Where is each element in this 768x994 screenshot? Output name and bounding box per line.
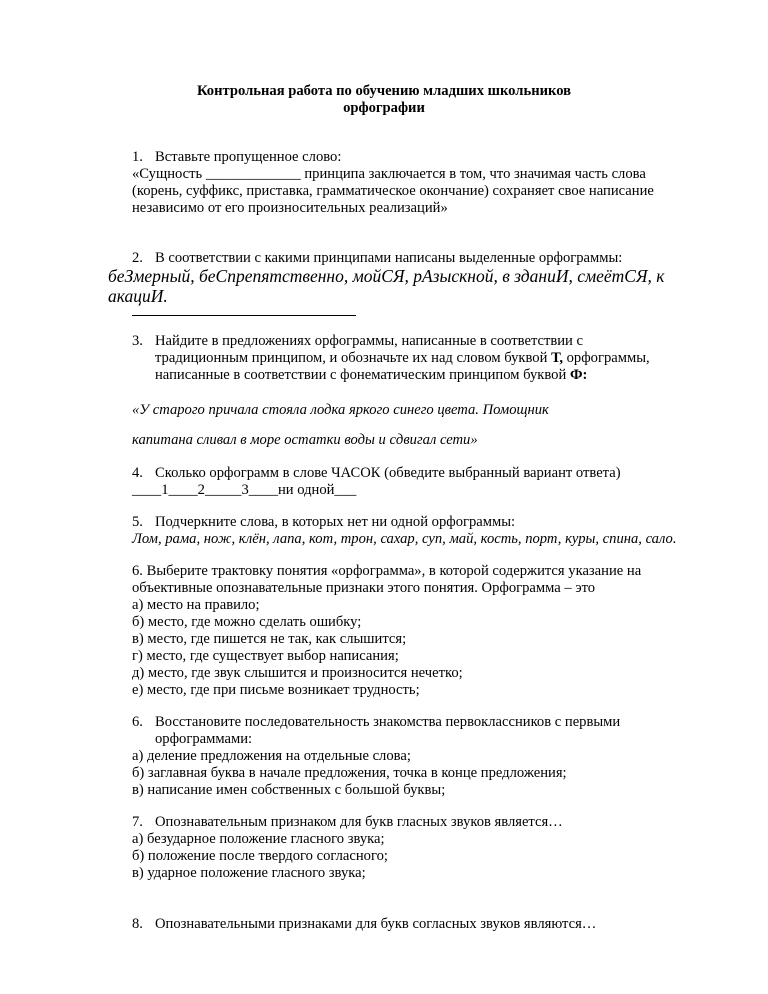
q6b-option: а) деление предложения на отдельные слова; (132, 748, 411, 764)
q6a-option: г) место, где существует выбор написания; (132, 648, 399, 664)
q3-prompt-line-1: Найдите в предложениях орфограммы, написанные в соответствии с (155, 333, 583, 349)
q8-number: 8. (132, 916, 143, 932)
q3-prompt-line-2: традиционным принципом, и обозначьте их над словом буквой Т, орфограммы, (155, 350, 650, 366)
q7-option: в) ударное положение гласного звука; (132, 865, 366, 881)
q4-prompt: Сколько орфограмм в слове ЧАСОК (обведите выбранный вариант ответа) (155, 465, 621, 481)
q7-option: б) положение после твердого согласного; (132, 848, 388, 864)
q7-number: 7. (132, 814, 143, 830)
q2-answer-line (132, 315, 356, 316)
q1-text-line-2: «Сущность _____________ принципа заключается в том, что значимая часть слова (132, 166, 646, 182)
q6a-prompt-line-1: 6. Выберите трактовку понятия «орфограмма», в которой содержится указание на (132, 563, 642, 579)
q5-word-list: Лом, рама, нож, клён, лапа, кот, трон, сахар, суп, май, кость, порт, куры, спина, сало. (132, 531, 677, 547)
q6b-number: 6. (132, 714, 143, 730)
q3-prompt-line-3: написанные в соответствии с фонематическим принципом буквой Ф: (155, 367, 588, 383)
q6a-option: в) место, где пишется не так, как слышится; (132, 631, 407, 647)
q1-text-line-4: независимо от его произносительных реализаций» (132, 200, 448, 216)
q6b-option: в) написание имен собственных с большой буквы; (132, 782, 446, 798)
q1-prompt: Вставьте пропущенное слово: (155, 149, 342, 165)
q3-sentence-line-2: капитана сливал в море остатки воды и сдвигал сети» (132, 432, 478, 448)
q2-words-line-2: акациИ. (108, 286, 168, 306)
q6b-prompt-line-2: орфограммами: (155, 731, 253, 747)
q8-prompt: Опознавательными признаками для букв согласных звуков являются… (155, 916, 597, 932)
q6b-option: б) заглавная буква в начале предложения, точка в конце предложения; (132, 765, 567, 781)
q2-words-line-1: беЗмерный, беСпрепятственно, мойСЯ, рАзыскной, в зданиИ, смеётСЯ, к (108, 266, 665, 286)
q6b-prompt-line-1: Восстановите последовательность знакомства первоклассников с первыми (155, 714, 621, 730)
q4-number: 4. (132, 465, 143, 481)
q6a-option: а) место на правило; (132, 597, 260, 613)
q6a-option: б) место, где можно сделать ошибку; (132, 614, 362, 630)
q3-number: 3. (132, 333, 143, 349)
document-title-line-1: Контрольная работа по обучению младших школьников (196, 83, 572, 99)
q2-number: 2. (132, 250, 143, 266)
q4-answer-options: ____1____2_____3____ни одной___ (132, 482, 357, 498)
q6a-option: е) место, где при письме возникает трудность; (132, 682, 420, 698)
q1-number: 1. (132, 149, 143, 165)
q5-number: 5. (132, 514, 143, 530)
q2-prompt: В соответствии с какими принципами написаны выделенные орфограммы: (155, 250, 623, 266)
q3-letter-f: Ф: (569, 367, 588, 383)
q7-prompt: Опознавательным признаком для букв гласных звуков является… (155, 814, 563, 830)
q6a-prompt-line-2: объективные опознавательные признаки этого понятия. Орфограмма – это (132, 580, 596, 596)
q7-option: а) безударное положение гласного звука; (132, 831, 385, 847)
q6a-option: д) место, где звук слышится и произносится нечетко; (132, 665, 463, 681)
document-title-line-2: орфографии (343, 100, 425, 116)
q3-sentence-line-1: «У старого причала стояла лодка яркого синего цвета. Помощник (132, 402, 549, 418)
q1-text-line-3: (корень, суффикс, приставка, грамматическое окончание) сохраняет свое написание (132, 183, 654, 199)
q3-letter-t: Т, (551, 350, 563, 366)
q5-prompt: Подчеркните слова, в которых нет ни одной орфограммы: (155, 514, 516, 530)
